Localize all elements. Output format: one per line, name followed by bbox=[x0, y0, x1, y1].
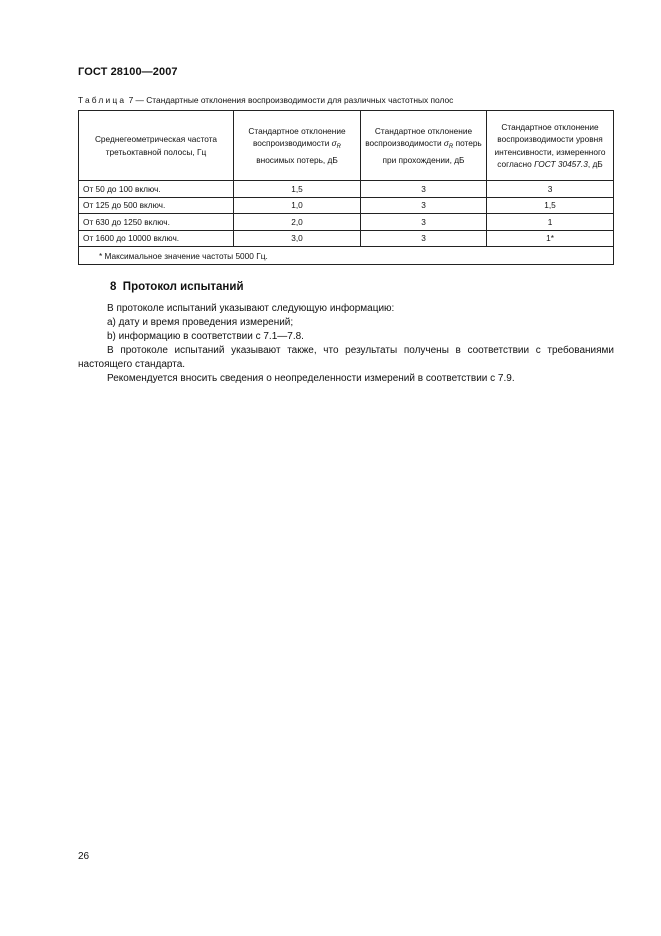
header-insertion-loss-text: Стандартное отклонение воспроизводимости bbox=[248, 125, 346, 149]
table-row bbox=[79, 197, 614, 214]
cell-band: От 1600 до 10000 включ. bbox=[79, 230, 234, 247]
table-footnote-row bbox=[79, 247, 614, 265]
section-number: 8 bbox=[110, 281, 117, 293]
cell-intensity: 1,5 bbox=[487, 197, 614, 214]
header-transmission-loss bbox=[361, 111, 487, 181]
section-heading bbox=[110, 281, 244, 293]
paragraph: В протоколе испытаний указывают следующую информацию: bbox=[107, 303, 395, 314]
table-row bbox=[79, 230, 614, 247]
standard-reference: ГОСТ 30457.3 bbox=[534, 159, 588, 169]
header-transmission-loss-text: Стандартное отклонение воспроизводимости bbox=[365, 125, 473, 149]
table-header-row bbox=[79, 111, 614, 181]
header-frequency-band bbox=[79, 111, 234, 181]
document-header: ГОСТ 28100—2007 bbox=[78, 66, 178, 78]
header-insertion-loss-unit: вносимых потерь, дБ bbox=[256, 154, 338, 165]
cell-insertion: 3,0 bbox=[234, 230, 361, 247]
header-insertion-loss bbox=[234, 111, 361, 181]
sigma-subscript: R bbox=[448, 144, 454, 151]
section-title: Протокол испытаний bbox=[122, 281, 244, 293]
cell-transmission: 3 bbox=[361, 214, 487, 231]
cell-intensity: 1 bbox=[487, 214, 614, 231]
cell-intensity: 1* bbox=[487, 230, 614, 247]
cell-insertion: 1,5 bbox=[234, 181, 361, 198]
paragraph: Рекомендуется вносить сведения о неопределенности измерений в соответствии с 7.9. bbox=[107, 373, 515, 384]
table-caption bbox=[78, 95, 453, 105]
header-intensity-level-unit: , дБ bbox=[587, 159, 603, 169]
header-intensity-level bbox=[487, 111, 614, 181]
table-caption-prefix: Таблица bbox=[78, 95, 127, 105]
sigma-symbol: σ bbox=[331, 138, 337, 149]
cell-transmission: 3 bbox=[361, 230, 487, 247]
sigma-subscript: R bbox=[336, 144, 342, 151]
cell-band: От 50 до 100 включ. bbox=[79, 181, 234, 198]
reproducibility-table bbox=[78, 110, 614, 265]
list-item: b) информацию в соответствии с 7.1—7.8. bbox=[107, 331, 304, 342]
cell-band: От 125 до 500 включ. bbox=[79, 197, 234, 214]
cell-insertion: 2,0 bbox=[234, 214, 361, 231]
sigma-symbol: σ bbox=[443, 138, 449, 149]
header-frequency-band-text: Среднегеометрическая частота третьоктавной полосы, Гц bbox=[94, 134, 218, 157]
cell-transmission: 3 bbox=[361, 197, 487, 214]
header-intensity-level-text: Стандартное отклонение воспроизводимости уровня интенсивности, измеренного согласно bbox=[494, 121, 606, 169]
table-row bbox=[79, 181, 614, 198]
cell-intensity: 3 bbox=[487, 181, 614, 198]
table-row bbox=[79, 214, 614, 231]
section-body bbox=[78, 302, 614, 386]
cell-transmission: 3 bbox=[361, 181, 487, 198]
paragraph: В протоколе испытаний указывают также, что результаты получены в соответствии с требованиями настоящего стандарта. bbox=[78, 345, 614, 370]
cell-band: От 630 до 1250 включ. bbox=[79, 214, 234, 231]
table-footnote: * Максимальное значение частоты 5000 Гц. bbox=[79, 247, 614, 265]
header-transmission-loss-unit: потерь при прохождении, дБ bbox=[382, 138, 482, 165]
list-item: a) дату и время проведения измерений; bbox=[107, 317, 294, 328]
page-number: 26 bbox=[78, 851, 90, 862]
cell-insertion: 1,0 bbox=[234, 197, 361, 214]
table-caption-text: 7 — Стандартные отклонения воспроизводимости для различных частотных полос bbox=[126, 95, 454, 105]
